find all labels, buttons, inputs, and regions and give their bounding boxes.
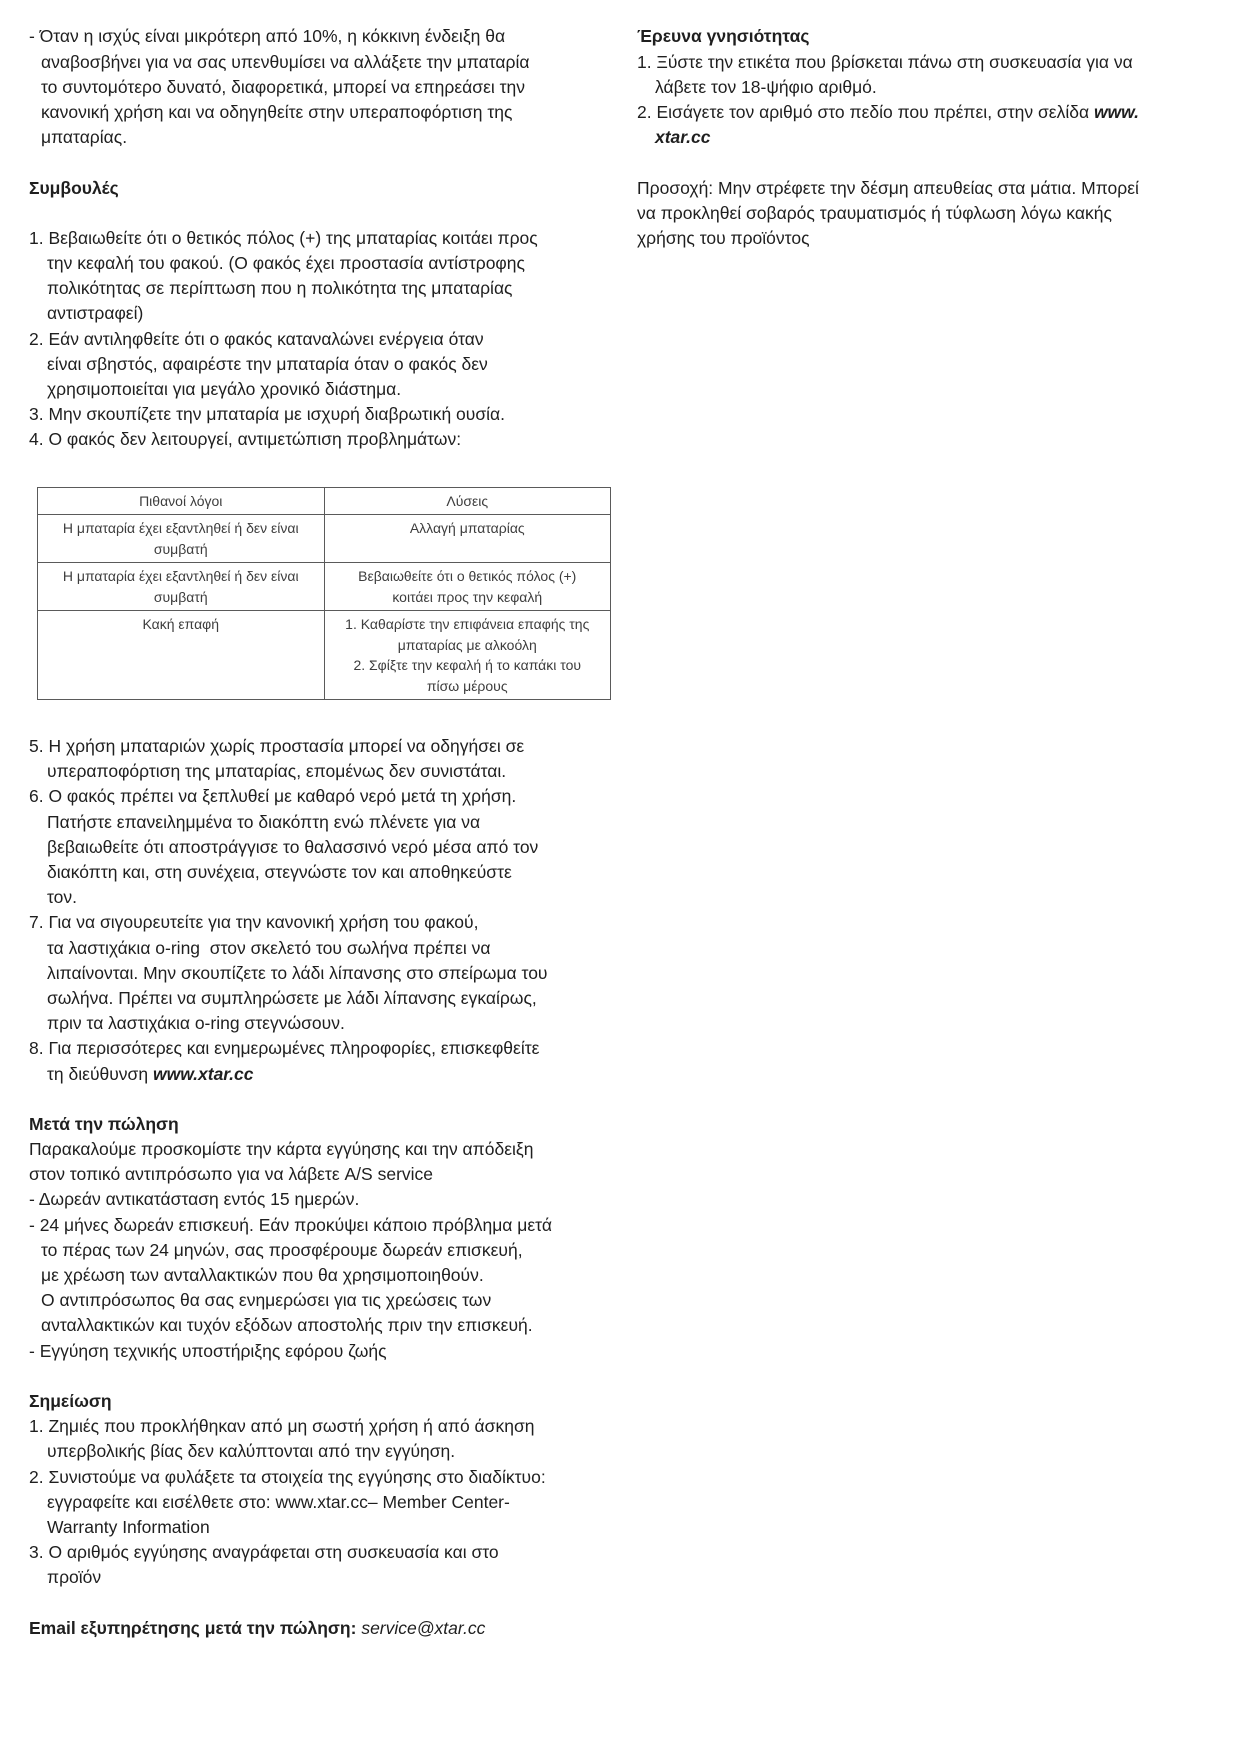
text-line: κοιτάει προς την κεφαλή: [392, 588, 543, 605]
text-line: με χρέωση των ανταλλακτικών που θα χρησιμοποιηθούν.: [41, 1265, 484, 1286]
list-item: [29, 327, 621, 403]
text-line: 4. Ο φακός δεν λειτουργεί, αντιμετώπιση προβλημάτων:: [29, 429, 462, 450]
list-item: [29, 1339, 621, 1364]
website-prefix: τη διεύθυνση: [47, 1063, 153, 1084]
text-line: Παρακαλούμε προσκομίστε την κάρτα εγγύησης και την απόδειξη: [29, 1139, 534, 1160]
right-column: [637, 24, 1222, 251]
text-line: 1. Βεβαιωθείτε ότι ο θετικός πόλος (+) της μπαταρίας κοιτάει προς: [29, 227, 538, 248]
spacer: [29, 1364, 621, 1389]
text-line: μπαταρίας με αλκοόλη: [397, 636, 537, 653]
website-text: xtar.cc: [655, 127, 711, 148]
text-line: υπεραποφόρτιση της μπαταρίας, επομένως δεν συνιστάται.: [47, 761, 507, 782]
text-line: προϊόν: [47, 1567, 102, 1588]
text-line: σωλήνα. Πρέπει να συμπληρώσετε με λάδι λίπανσης εγκαίρως,: [47, 987, 537, 1008]
after-sales-heading: Μετά την πώληση: [29, 1113, 179, 1134]
after-sales-list: [29, 1187, 621, 1363]
text-line: Βεβαιωθείτε ότι ο θετικός πόλος (+): [358, 568, 577, 585]
table-cell-cause: [38, 515, 325, 563]
text-line: [637, 125, 1222, 150]
text-line: Κακή επαφή: [142, 616, 220, 633]
text-line: κανονική χρήση και να οδηγηθείτε στην υπεραποφόρτιση της: [41, 101, 513, 122]
text-line: 1. Ξύστε την ετικέτα που βρίσκεται πάνω στη συσκευασία για να: [637, 51, 1133, 72]
text-line: 3. Ο αριθμός εγγύησης αναγράφεται στη συσκευασία και στο: [29, 1542, 499, 1563]
text-line: - Δωρεάν αντικατάσταση εντός 15 ημερών.: [29, 1189, 360, 1210]
troubleshooting-table: [37, 487, 611, 701]
text-line: [637, 100, 1222, 125]
text-line: 2. Σφίξτε την κεφαλή ή το καπάκι του: [353, 657, 582, 674]
list-item: [637, 50, 1222, 100]
authenticity-list: [637, 50, 1222, 100]
text-line: 6. Ο φακός πρέπει να ξεπλυθεί με καθαρό νερό μετά τη χρήση.: [29, 786, 517, 807]
text-line: 8. Για περισσότερες και ενημερωμένες πληροφορίες, επισκεφθείτε: [29, 1038, 540, 1059]
list-item: [29, 784, 621, 910]
list-item: [637, 100, 1222, 150]
list-item: [29, 226, 621, 327]
text-line: είναι σβηστός, αφαιρέστε την μπαταρία όταν ο φακός δεν: [47, 353, 488, 374]
text-line: διακόπτη και, στη συνέχεια, στεγνώστε τον και αποθηκεύστε: [47, 862, 512, 883]
text-line: υπερβολικής βίας δεν καλύπτονται από την εγγύηση.: [47, 1441, 456, 1462]
text-line: 2. Συνιστούμε να φυλάξετε τα στοιχεία της εγγύησης στο διαδίκτυο:: [29, 1466, 546, 1487]
table-row: [38, 563, 611, 611]
table-cell-cause: [38, 611, 325, 700]
text-line: λάβετε τον 18-ψήφιο αριθμό.: [655, 76, 877, 97]
after-sales-section: [29, 1112, 621, 1364]
text-line: 7. Για να σιγουρευτείτε για την κανονική χρήση του φακού,: [29, 912, 479, 933]
text-line: 5. Η χρήση μπαταριών χωρίς προστασία μπορεί να οδηγήσει σε: [29, 736, 525, 757]
text-line: να προκληθεί σοβαρός τραυματισμός ή τύφλωση λόγω κακής: [637, 202, 1112, 223]
list-item: [29, 1465, 621, 1541]
list-item: [29, 402, 621, 427]
email-label: Email εξυπηρέτησης μετά την πώληση:: [29, 1617, 357, 1638]
text-line: - Εγγύηση τεχνικής υποστήριξης εφόρου ζωής: [29, 1340, 387, 1361]
authenticity-section: [637, 24, 1222, 150]
text-line: το συντομότερο δυνατό, διαφορετικά, μπορεί να επηρεάσει την: [41, 76, 526, 97]
tips-list-continued: [29, 734, 621, 1036]
list-item: [29, 427, 621, 452]
tips-heading: Συμβουλές: [29, 177, 119, 198]
authenticity-heading: Έρευνα γνησιότητας: [637, 26, 810, 47]
list-item: [29, 24, 621, 150]
text-line: τα λαστιχάκια o-ring στον σκελετό του σωλήνα πρέπει να: [47, 937, 491, 958]
table-cell-cause: [38, 563, 325, 611]
text-line: πριν τα λαστιχάκια o-ring στεγνώσουν.: [47, 1013, 345, 1034]
text-line: συμβατή: [153, 588, 208, 605]
table-header-row: [38, 487, 611, 515]
text-line: τον.: [47, 887, 78, 908]
text-line: Η μπαταρία έχει εξαντληθεί ή δεν είναι: [62, 568, 299, 585]
list-item: [29, 734, 621, 784]
list-item: [29, 1540, 621, 1590]
website-text: www.: [1093, 101, 1139, 122]
tips-section: [29, 176, 621, 1087]
text-line: Ο αντιπρόσωπος θα σας ενημερώσει για τις χρεώσεις των: [41, 1290, 492, 1311]
spacer: [29, 1087, 621, 1112]
text-line: Πατήστε επανειλημμένα το διακόπτη ενώ πλένετε για να: [47, 811, 481, 832]
text-line: - Όταν η ισχύς είναι μικρότερη από 10%, η κόκκινη ένδειξη θα: [29, 26, 506, 47]
text-line: αντιστραφεί): [47, 303, 144, 324]
text-line: χρήσης του προϊόντος: [637, 227, 810, 248]
support-email: [29, 1616, 621, 1641]
text-line: Η μπαταρία έχει εξαντληθεί ή δεν είναι: [62, 520, 299, 537]
column-header-causes: Πιθανοί λόγοι: [38, 487, 325, 515]
left-column: [29, 24, 621, 1640]
table-row: [38, 611, 611, 700]
list-item: [29, 1187, 621, 1212]
text-line: 2. Εάν αντιληφθείτε ότι ο φακός καταναλώνει ενέργεια όταν: [29, 328, 484, 349]
table-cell-solution: [324, 611, 611, 700]
text-line: το πέρας των 24 μηνών, σας προσφέρουμε δωρεάν επισκευή,: [41, 1239, 523, 1260]
text-line: μπαταρίας.: [41, 127, 128, 148]
spacer: [637, 150, 1222, 175]
text-line: λιπαίνονται. Μην σκουπίζετε το λάδι λίπανσης στο σπείρωμα του: [47, 962, 548, 983]
email-address: service@xtar.cc: [361, 1617, 486, 1638]
safety-warning: [637, 176, 1222, 252]
text-line: την κεφαλή του φακού. (Ο φακός έχει προστασία αντίστροφης: [47, 253, 525, 274]
text-line: βεβαιωθείτε ότι αποστράγγισε το θαλασσινό νερό μέσα από τον: [47, 836, 539, 857]
text-line: [29, 1062, 621, 1087]
text-line: Warranty Information: [47, 1516, 210, 1537]
text-line: Προσοχή: Μην στρέφετε την δέσμη απευθείας στα μάτια. Μπορεί: [637, 177, 1139, 198]
instruction-text: 2. Εισάγετε τον αριθμό στο πεδίο που πρέπει, στην σελίδα: [637, 101, 1094, 122]
note-list: [29, 1414, 621, 1590]
text-line: ανταλλακτικών και τυχόν εξόδων αποστολής πριν την επισκευή.: [41, 1315, 533, 1336]
text-line: πίσω μέρους: [426, 677, 508, 694]
table-row: [38, 515, 611, 563]
text-line: πολικότητας σε περίπτωση που η πολικότητα της μπαταρίας: [47, 278, 513, 299]
column-header-solutions: Λύσεις: [324, 487, 611, 515]
after-sales-intro: [29, 1137, 621, 1187]
table-cell-solution: [324, 515, 611, 563]
text-line: αναβοσβήνει για να σας υπενθυμίσει να αλλάξετε την μπαταρία: [41, 51, 530, 72]
website-text: www.xtar.cc: [152, 1063, 254, 1084]
list-item: [29, 1036, 621, 1086]
spacer: [29, 150, 621, 175]
text-line: συμβατή: [153, 540, 208, 557]
list-item: [29, 1213, 621, 1339]
list-item: [29, 1414, 621, 1464]
text-line: Αλλαγή μπαταρίας: [409, 520, 525, 537]
note-section: [29, 1389, 621, 1591]
spacer: [29, 1590, 621, 1615]
tips-list: [29, 226, 621, 453]
text-line: - 24 μήνες δωρεάν επισκευή. Εάν προκύψει κάποιο πρόβλημα μετά: [29, 1214, 552, 1235]
text-line: 1. Ζημιές που προκλήθηκαν από μη σωστή χρήση ή από άσκηση: [29, 1416, 535, 1437]
text-line: εγγραφείτε και εισέλθετε στο: www.xtar.cc– Member Center-: [47, 1491, 510, 1512]
text-line: 1. Καθαρίστε την επιφάνεια επαφής της: [345, 616, 590, 633]
list-item: [29, 910, 621, 1036]
spacer: [29, 201, 621, 226]
table-cell-solution: [324, 563, 611, 611]
text-line: στον τοπικό αντιπρόσωπο για να λάβετε A/S service: [29, 1164, 434, 1185]
battery-warning: [29, 24, 621, 150]
text-line: 3. Μην σκουπίζετε την μπαταρία με ισχυρή διαβρωτική ουσία.: [29, 404, 506, 425]
text-line: χρησιμοποιείται για μεγάλο χρονικό διάστημα.: [47, 379, 402, 400]
note-heading: Σημείωση: [29, 1390, 112, 1411]
